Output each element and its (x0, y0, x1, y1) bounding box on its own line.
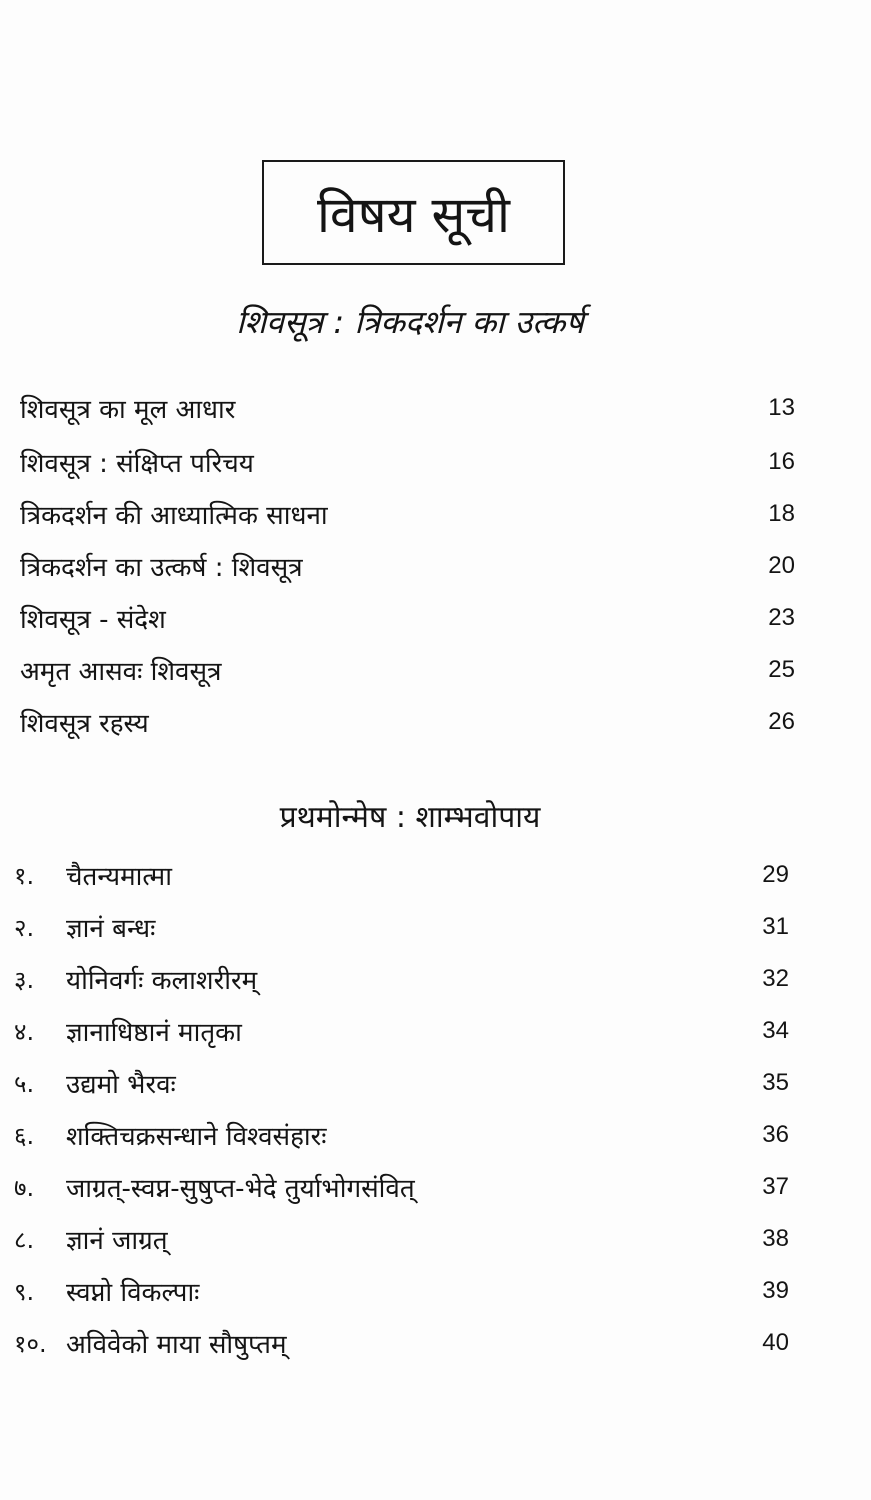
entry-page: 34 (762, 1017, 789, 1044)
toc-entry[interactable] (20, 494, 795, 534)
page-title-text: विषय सूची (316, 185, 511, 244)
entry-number: ६. (14, 1121, 35, 1150)
entry-page: 40 (762, 1329, 789, 1356)
entry-number: २. (14, 913, 35, 942)
entry-number: १०. (14, 1329, 47, 1358)
entry-title: जाग्रत्-स्वप्न-सुषुप्त-भेदे तुर्याभोगसंवित् (66, 1174, 415, 1204)
entry-title: अमृत आसवः शिवसूत्र (20, 657, 222, 687)
toc-entry[interactable] (14, 907, 789, 947)
entry-number: ४. (14, 1017, 35, 1046)
entry-page: 38 (762, 1225, 789, 1252)
entry-title: चैतन्यमात्मा (66, 862, 172, 892)
entry-page: 29 (762, 861, 789, 888)
toc-entry[interactable] (20, 598, 795, 638)
entry-page: 31 (762, 913, 789, 940)
entry-page: 13 (768, 394, 795, 421)
toc-entry[interactable] (14, 1323, 789, 1363)
section-heading: प्रथमोन्मेष : शाम्भवोपाय (279, 800, 541, 835)
toc-entry[interactable] (14, 1063, 789, 1103)
entry-title: त्रिकदर्शन की आध्यात्मिक साधना (20, 501, 328, 531)
toc-entry[interactable] (14, 1167, 789, 1207)
toc-entry[interactable] (20, 388, 795, 428)
toc-entry[interactable] (20, 442, 795, 482)
entry-number: ७. (14, 1173, 35, 1202)
entry-number: १. (14, 861, 35, 890)
entry-page: 20 (768, 552, 795, 579)
entry-title: ज्ञानं बन्धः (66, 914, 156, 944)
entry-number: ५. (14, 1069, 35, 1098)
entry-title: ज्ञानं जाग्रत् (66, 1226, 168, 1256)
entry-title: अविवेको माया सौषुप्तम् (66, 1330, 287, 1360)
toc-entry[interactable] (20, 702, 795, 742)
entry-number: ९. (14, 1277, 35, 1306)
entry-page: 35 (762, 1069, 789, 1096)
entry-page: 26 (768, 708, 795, 735)
entry-title: उद्यमो भैरवः (66, 1070, 176, 1100)
section-heading: शिवसूत्र : त्रिकदर्शन का उत्कर्ष (236, 303, 584, 341)
toc-entry[interactable] (14, 959, 789, 999)
entry-page: 36 (762, 1121, 789, 1148)
toc-entry[interactable] (20, 650, 795, 690)
entry-page: 25 (768, 656, 795, 683)
entry-page: 16 (768, 448, 795, 475)
toc-entry[interactable] (14, 1115, 789, 1155)
toc-entry[interactable] (20, 546, 795, 586)
toc-entry[interactable] (14, 1271, 789, 1311)
entry-title: शिवसूत्र रहस्य (20, 709, 149, 739)
toc-entry[interactable] (14, 855, 789, 895)
entry-title: शिवसूत्र : संक्षिप्त परिचय (20, 449, 254, 479)
entry-page: 39 (762, 1277, 789, 1304)
entry-title: शिवसूत्र का मूल आधार (20, 395, 236, 425)
entry-title: शक्तिचक्रसन्धाने विश्वसंहारः (66, 1122, 327, 1152)
entry-page: 32 (762, 965, 789, 992)
entry-page: 18 (768, 500, 795, 527)
entry-title: योनिवर्गः कलाशरीरम् (66, 966, 258, 996)
toc-entry[interactable] (14, 1219, 789, 1259)
entry-page: 23 (768, 604, 795, 631)
entry-number: ८. (14, 1225, 35, 1254)
entry-title: त्रिकदर्शन का उत्कर्ष : शिवसूत्र (20, 553, 303, 583)
entry-page: 37 (762, 1173, 789, 1200)
page-title (262, 160, 565, 265)
toc-entry[interactable] (14, 1011, 789, 1051)
entry-number: ३. (14, 965, 35, 994)
entry-title: ज्ञानाधिष्ठानं मातृका (66, 1018, 242, 1048)
entry-title: शिवसूत्र - संदेश (20, 605, 166, 635)
entry-title: स्वप्नो विकल्पाः (66, 1278, 200, 1308)
